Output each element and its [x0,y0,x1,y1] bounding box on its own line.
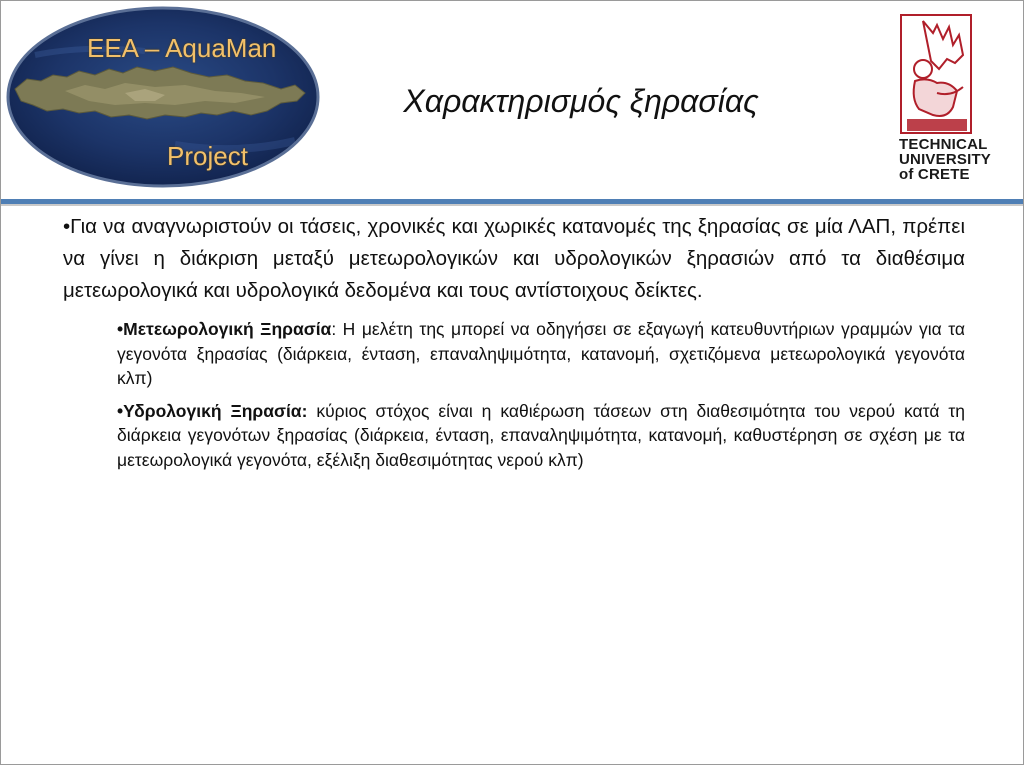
slide-header [1,1,1023,201]
bullet-term: •Υδρολογική Ξηρασία: [117,400,308,421]
hydrological-drought-bullet [117,399,965,473]
project-logo-subtitle: Project [167,141,248,171]
intro-bullet: •Για να αναγνωριστούν οι τάσεις, χρονικές και χωρικές κατανομές της ξηρασίας σε μία ΛΑΠ, πρέπει να γίνει η διάκριση μεταξύ μετεωρολογικών και υδρολογικών ξηρασιών από τα διαθέσιμα μετεωρολογικά και υδρολογικά δεδομένα και τους αντίστοιχους δείκτες. [63,215,965,302]
university-name: TECHNICAL UNIVERSITY of CRETE [899,136,992,183]
bullet-term: •Μετεωρολογική Ξηρασία [117,319,332,339]
project-logo-title: EEA – AquaMan [87,33,277,63]
meteorological-drought-bullet [117,317,965,391]
university-logo [893,11,1003,191]
bullet-text: κύριος στόχος είναι η καθιέρωση τάσεων στη διαθεσιμότητα του νερού κατά τη διάρκεια γεγονότων ξηρασίας (διάρκεια, ένταση, επαναληψιμότητα, κατανομή, καθυστέρηση σε σχέση με τα μετεωρολογικά γεγονότα, εξέλιξη διαθεσιμότητας νερού κλπ) [117,400,965,470]
slide-title: Χαρακτηρισμός ξηρασίας [403,83,759,119]
header-divider-shadow [1,204,1023,206]
slide-body [63,211,965,472]
university-emblem-icon [893,11,1003,135]
bullet-text: : Η μελέτη της μπορεί να οδηγήσει σε εξαγωγή κατευθυντήριων γραμμών για τα γεγονότα ξηρασίας (διάρκεια, ένταση, επαναληψιμότητα, κατανομή, σχετιζόμενα μετεωρολογικά γεγονότα κλπ) [117,319,965,388]
